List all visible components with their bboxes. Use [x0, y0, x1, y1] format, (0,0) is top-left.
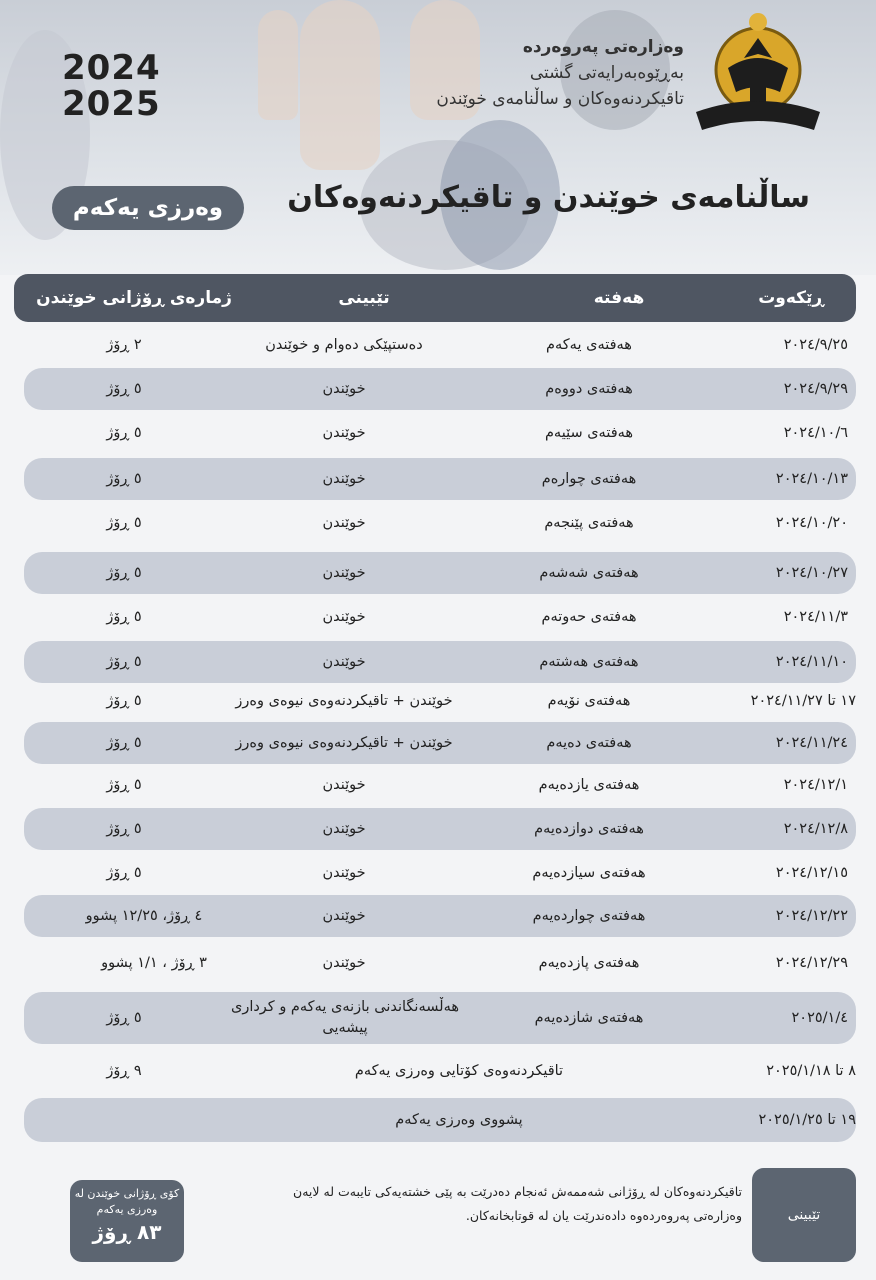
row-note: خوێندن + تاقیکردنەوەی نیوەی وەرز: [235, 693, 453, 709]
row-date: ٢٠٢٥/١/٤: [791, 1010, 848, 1026]
row-week: هەفتەی دووەم: [545, 381, 633, 397]
exam-label: تاقیکردنەوەی کۆتایی وەرزی یەکەم: [354, 1063, 564, 1079]
row-note: خوێندن: [322, 908, 366, 924]
row-date: ٢٠٢٤/١٢/١٥: [775, 865, 848, 881]
row-days: ٥ ڕۆژ: [106, 654, 142, 670]
page-title: ساڵنامەی خوێندن و تاقیکردنەوەکان: [287, 180, 810, 215]
row-days: ٥ ڕۆژ: [106, 777, 142, 793]
table-row: [24, 596, 856, 638]
row-days: ٥ ڕۆژ: [106, 735, 142, 751]
table-row: [24, 641, 856, 683]
row-date: ٢٠٢٤/١٠/١٣: [775, 471, 848, 487]
row-date: ٢٠٢٤/١٢/٢٩: [775, 955, 848, 971]
exam-row: [24, 1050, 856, 1092]
row-note: دەستپێکی دەوام و خوێندن: [265, 337, 423, 353]
table-row: [24, 942, 856, 984]
row-date: ٢٠٢٤/١٢/١: [783, 777, 848, 793]
row-date: ٨ تا ٢٠٢٥/١/١٨: [766, 1063, 856, 1079]
row-note: خوێندن: [322, 515, 366, 531]
row-note: خوێندن: [322, 381, 366, 397]
row-days: ٩ ڕۆژ: [106, 1063, 142, 1079]
row-week: هەفتەی هەشتەم: [539, 654, 639, 670]
notes-text: تاقیکردنەوەکان لە ڕۆژانی شەممەش ئەنجام دەدرێت بە پێی خشتەیەکی تایبەت لە لایەن وەزارەتی پەروەردەوە دادەندرێت یان لە قوتابخانەکان.: [293, 1184, 742, 1223]
row-week: هەفتەی یازدەیەم: [538, 777, 640, 793]
column-days: ژمارەی ڕۆژانی خوێندن: [36, 288, 232, 308]
table-header: [14, 274, 856, 322]
row-note: خوێندن: [322, 609, 366, 625]
row-week: هەفتەی پازدەیەم: [538, 955, 640, 971]
row-days: ٥ ڕۆژ: [106, 565, 142, 581]
table-row: [24, 852, 856, 894]
total-days-label: کۆی ڕۆژانی خوێندن لە وەرزی یەکەم: [74, 1187, 180, 1216]
table-row: [24, 368, 856, 410]
row-week: هەفتەی سێیەم: [544, 425, 634, 441]
total-days-value: ٨٣ ڕۆژ: [92, 1220, 162, 1244]
row-days: ٥ ڕۆژ: [106, 471, 142, 487]
holiday-label: پشووی وەرزی یەکەم: [395, 1112, 523, 1128]
row-week: هەفتەی حەوتەم: [541, 609, 637, 625]
row-date: ٢٠٢٤/١١/٣: [783, 609, 848, 625]
table-row: [24, 458, 856, 500]
ministry-line: بەڕێوەبەرایەتی گشتی: [529, 63, 684, 83]
year-end: 2025: [62, 84, 161, 124]
ministry-line: تاقیکردنەوەکان و ساڵنامەی خوێندن: [436, 89, 684, 109]
row-date: ٢٠٢٤/١١/١٠: [775, 654, 848, 670]
row-days: ٥ ڕۆژ: [106, 609, 142, 625]
table-row: [24, 722, 856, 764]
row-date: ١٧ تا ٢٠٢٤/١١/٢٧: [750, 693, 856, 709]
kurdistan-emblem-logo: [688, 8, 828, 144]
row-note: خوێندن: [322, 821, 366, 837]
year-start: 2024: [62, 48, 161, 88]
row-week: هەفتەی دەیەم: [546, 735, 632, 751]
row-days: ٥ ڕۆژ: [106, 515, 142, 531]
row-days: ٥ ڕۆژ: [106, 693, 142, 709]
row-days: ٢ ڕۆژ: [106, 337, 142, 353]
row-note: خوێندن: [322, 777, 366, 793]
table-row: [24, 502, 856, 544]
notes-label: تێبینی: [752, 1168, 856, 1262]
row-week: هەفتەی پێنجەم: [544, 515, 634, 531]
table-row: [24, 764, 856, 806]
row-note: خوێندن: [322, 425, 366, 441]
row-days: ٥ ڕۆژ: [106, 381, 142, 397]
row-days: ٣ ڕۆژ ، ١/١ پشوو: [101, 955, 207, 971]
row-date: ٢٠٢٤/١٠/٢٠: [775, 515, 848, 531]
row-date: ٢٠٢٤/١٠/٦: [783, 425, 848, 441]
row-note: هەڵسەنگاندنی بازنەی یەکەم و کرداری پیشەیی: [230, 999, 460, 1036]
table-row: [24, 992, 856, 1044]
row-week: هەفتەی یەکەم: [546, 337, 632, 353]
holiday-row: [24, 1098, 856, 1142]
table-row: [24, 552, 856, 594]
row-date: ٢٠٢٤/١٠/٢٧: [775, 565, 848, 581]
row-note: خوێندن: [322, 565, 366, 581]
table-row: [24, 412, 856, 454]
row-date: ٢٠٢٤/٩/٢٩: [783, 381, 848, 397]
row-days: ٤ ڕۆژ، ١٢/٢٥ پشوو: [85, 908, 203, 924]
row-week: هەفتەی چوارەم: [541, 471, 637, 487]
table-row: [24, 895, 856, 937]
row-note: خوێندن: [322, 471, 366, 487]
row-week: هەفتەی دوازدەیەم: [534, 821, 644, 837]
row-week: هەفتەی شازدەیەم: [534, 1010, 644, 1026]
row-week: هەفتەی شەشەم: [539, 565, 639, 581]
row-note: خوێندن: [322, 865, 366, 881]
row-days: ٥ ڕۆژ: [106, 865, 142, 881]
row-date: ٢٠٢٤/٩/٢٥: [783, 337, 848, 353]
row-date: ٢٠٢٤/١٢/٢٢: [775, 908, 848, 924]
row-date: ٢٠٢٤/١٢/٨: [783, 821, 848, 837]
total-days-box: [70, 1180, 184, 1262]
row-week: هەفتەی سیازدەیەم: [532, 865, 646, 881]
row-note: خوێندن: [322, 654, 366, 670]
row-days: ٥ ڕۆژ: [106, 821, 142, 837]
row-note: خوێندن: [322, 955, 366, 971]
table-row: [24, 808, 856, 850]
ministry-heading: [324, 34, 684, 112]
term-badge: وەرزی یەکەم: [52, 186, 244, 230]
row-days: ٥ ڕۆژ: [106, 425, 142, 441]
ministry-line: وەزارەتی پەروەردە: [522, 37, 684, 57]
column-date: ڕێکەوت: [758, 288, 824, 308]
row-date: ٢٠٢٤/١١/٢٤: [775, 735, 848, 751]
row-week: هەفتەی نۆیەم: [547, 693, 631, 709]
table-row: [24, 680, 856, 722]
row-note: خوێندن + تاقیکردنەوەی نیوەی وەرز: [235, 735, 453, 751]
table-row: [24, 324, 856, 366]
column-note: تێبینی: [338, 288, 390, 308]
row-week: هەفتەی چواردەیەم: [532, 908, 646, 924]
column-week: هەفتە: [593, 288, 645, 308]
row-date: ١٩ تا ٢٠٢٥/١/٢٥: [758, 1112, 856, 1128]
row-days: ٥ ڕۆژ: [106, 1010, 142, 1026]
